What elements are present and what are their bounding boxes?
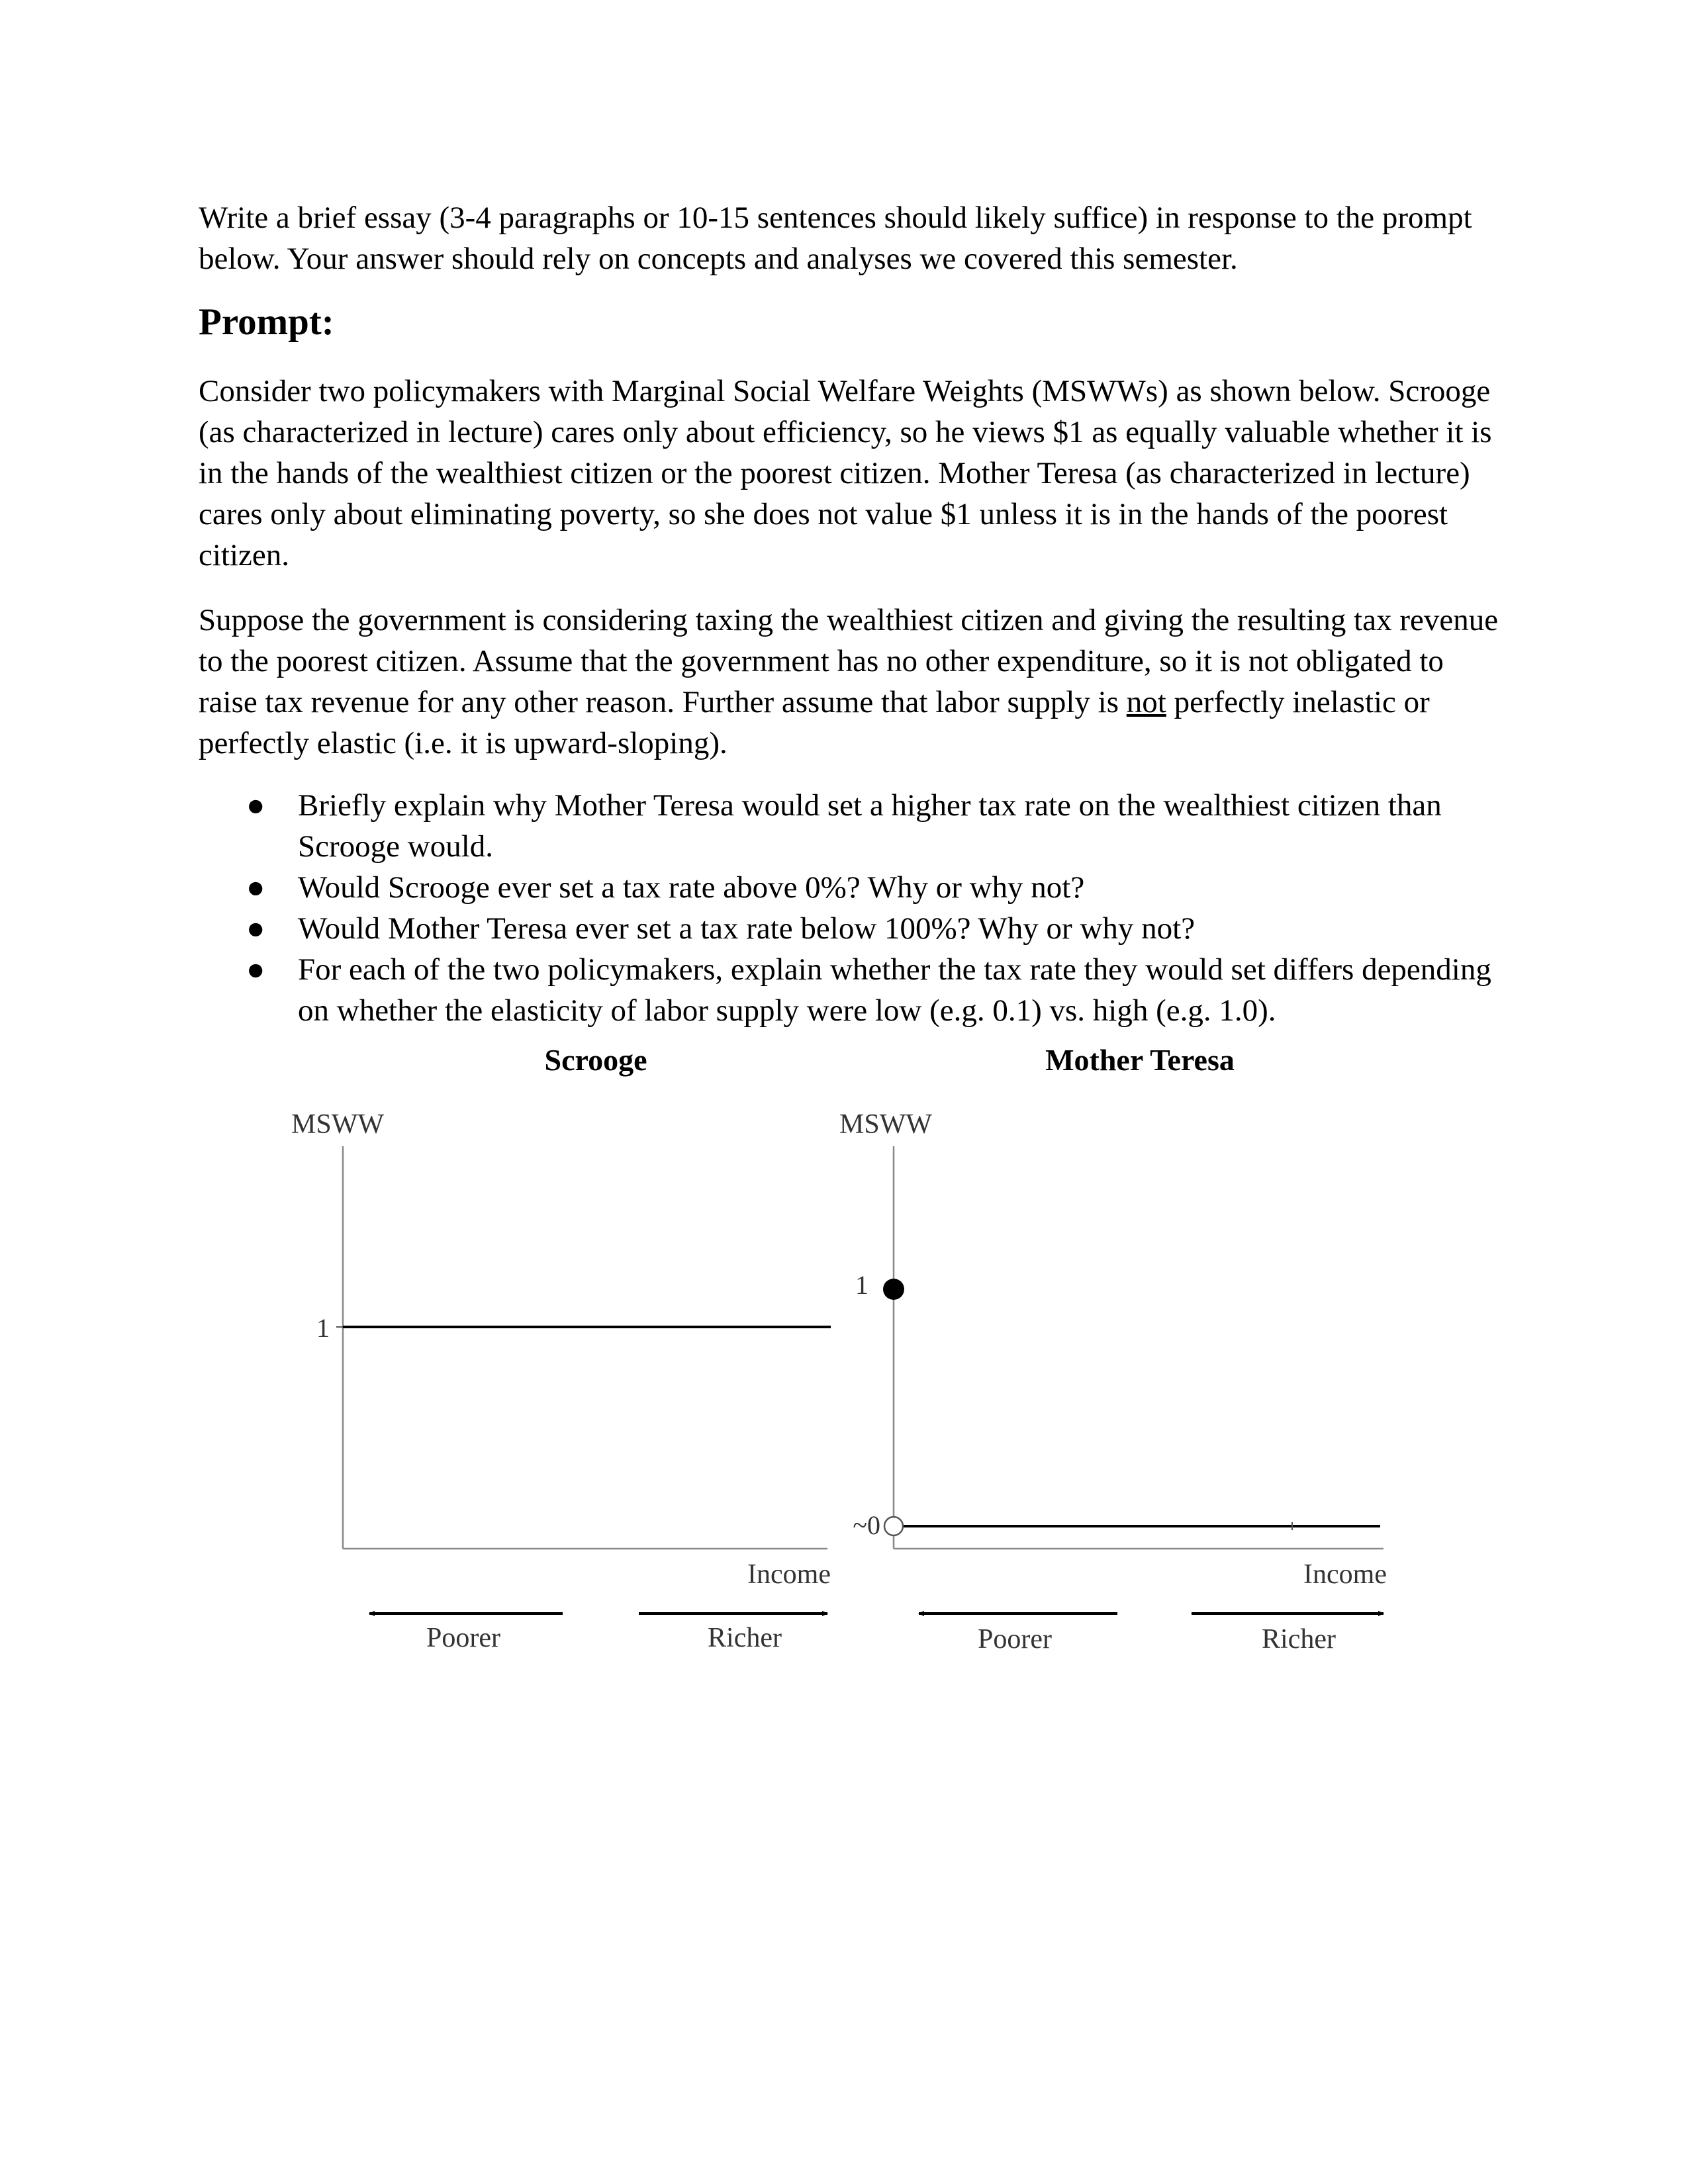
- teresa-y-axis-label: MSWW: [839, 1109, 932, 1140]
- question-item: [199, 867, 1509, 908]
- scrooge-x-axis-label: Income: [747, 1559, 831, 1590]
- bullet-dot-icon: ●: [246, 788, 265, 823]
- question-text: Would Mother Teresa ever set a tax rate below 100%? Why or why not?: [298, 911, 1196, 946]
- scrooge-y-tick-label: 1: [316, 1313, 330, 1343]
- question-item: [199, 949, 1509, 1031]
- scrooge-richer-label: Richer: [708, 1623, 782, 1653]
- prompt-heading: Prompt:: [199, 301, 334, 343]
- paragraph-tax-scenario: [199, 600, 1509, 764]
- bullet-dot-icon: ●: [246, 952, 265, 987]
- question-text: Would Scrooge ever set a tax rate above 0%? Why or why not?: [298, 870, 1085, 905]
- bullet-dot-icon: ●: [246, 911, 265, 946]
- mother-teresa-chart: [839, 1043, 1387, 1655]
- msww-charts: [0, 1032, 1688, 1668]
- scrooge-chart-title: Scrooge: [544, 1043, 647, 1077]
- bullet-dot-icon: ●: [246, 870, 265, 905]
- scrooge-poorer-label: Poorer: [426, 1623, 500, 1653]
- paragraph-policymakers: Consider two policymakers with Marginal Social Welfare Weights (MSWWs) as shown below. Scrooge (as characterized in lecture) cares only about efficiency, so he views $1 as equally valuable whether it is in the hands of the wealthiest citizen or the poorest citizen. Mother Teresa (as characterized in lecture) cares only about eliminating poverty, so she does not value $1 unless it is in the hands of the poorest citizen.: [199, 374, 1492, 572]
- question-item: [199, 908, 1509, 949]
- teresa-y-tick-label-1: 1: [855, 1270, 868, 1300]
- question-text: Briefly explain why Mother Teresa would set a higher tax rate on the wealthiest citizen than Scrooge would.: [298, 788, 1442, 864]
- teresa-open-point: [884, 1517, 903, 1535]
- question-item: [199, 785, 1509, 867]
- teresa-richer-label: Richer: [1262, 1624, 1336, 1655]
- teresa-x-axis-label: Income: [1303, 1559, 1387, 1590]
- teresa-chart-title: Mother Teresa: [1045, 1043, 1235, 1077]
- instructions-text: Write a brief essay (3-4 paragraphs or 10-15 sentences should likely suffice) in response to the prompt below. Your answer should rely on concepts and analyses we covered this semester.: [199, 201, 1472, 276]
- paragraph-tax-scenario-after: perfectly inelastic or perfectly elastic (i.e. it is upward-sloping).: [199, 685, 1430, 760]
- teresa-y-tick-label-0: ~0: [853, 1510, 880, 1540]
- teresa-poorer-label: Poorer: [978, 1624, 1052, 1655]
- question-text: For each of the two policymakers, explain whether the tax rate they would set differs depending on whether the elasticity of labor supply were low (e.g. 0.1) vs. high (e.g. 1.0).: [298, 952, 1491, 1028]
- scrooge-y-axis-label: MSWW: [291, 1109, 384, 1140]
- underlined-not: not: [1126, 685, 1166, 719]
- scrooge-chart: [291, 1043, 831, 1653]
- paragraph-tax-scenario-before: Suppose the government is considering taxing the wealthiest citizen and giving the resulting tax revenue to the poorest citizen. Assume that the government has no other expenditure, so it is not obligated to raise tax revenue for any other reason. Further assume that labor supply is: [199, 603, 1499, 719]
- teresa-filled-point: [883, 1279, 904, 1300]
- question-list: [199, 785, 1509, 1031]
